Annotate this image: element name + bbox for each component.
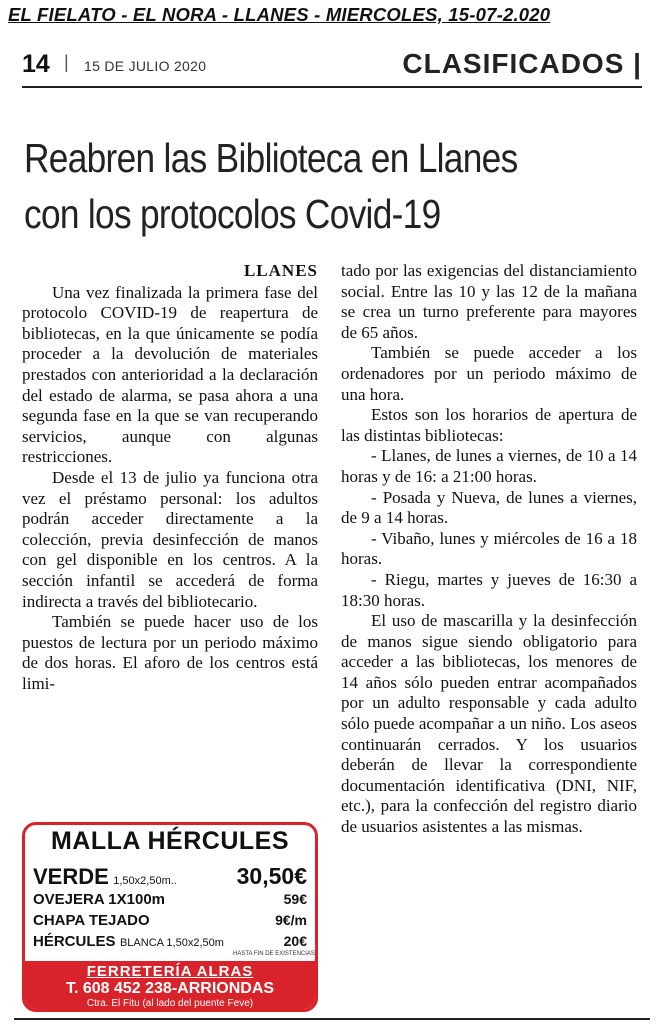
ad-item-price: 9€/m xyxy=(275,912,307,928)
store-name: FERRETERÍA ALRAS xyxy=(86,963,254,980)
ad-row-hercules xyxy=(33,933,307,951)
section-title: CLASIFICADOS | xyxy=(402,48,642,79)
page-header xyxy=(22,44,642,88)
ad-title: MALLA HÉRCULES xyxy=(50,827,289,855)
ad-item-name: OVEJERA 1X100m xyxy=(33,891,166,908)
paragraph: El uso de mascarilla y la desinfección de manos sigue siendo obligatorio para acceder a las bibliotecas, los menores de 14 años sólo pueden entrar acompañados por un adulto responsable y cada adulto sólo puede acompañar a un niño. Los aseos continuarán cerrados. Y los usuarios deberán de llevar la correspondiente documentación identificativa (DNI, NIF, etc.), para la confección del registro diario de usuarios asistentes a las mismas. xyxy=(341,611,637,837)
page-date: 15 DE JULIO 2020 xyxy=(84,58,207,74)
header-separator: | xyxy=(64,52,69,72)
ad-item-price: 20€ xyxy=(283,933,307,949)
schedule-item: - Riegu, martes y jueves de 16:30 a 18:30 horas. xyxy=(341,569,637,610)
article-location: LLANES xyxy=(243,261,318,280)
ad-item-size: 1,50x2,50m.. xyxy=(113,875,177,887)
headline-line-1: Reabren las Biblioteca en Llanes xyxy=(24,135,518,181)
ad-row-verde xyxy=(33,863,307,890)
article-column-1 xyxy=(22,261,318,694)
paragraph: Desde el 13 de julio ya funciona otra vez el préstamo personal: los adultos podrán acceder directamente a la colección, previa desinfección de manos con gel disponible en los centros. A la sección infantil se accederá de forma indirecta a través del bibliotecario. xyxy=(22,467,318,611)
schedule-item: - Llanes, de lunes a viernes, de 10 a 14 horas y de 16: a 21:00 horas. xyxy=(341,446,637,486)
paragraph: Una vez finalizada la primera fase del protocolo COVID-19 de reapertura de bibliotecas, en la que únicamente se podía proceder a la devolución de materiales prestados con anterioridad a la declaración del estado de alarma, se pasa ahora a una segunda fase en la que se van recuperando servicios, aunque con algunas restricciones. xyxy=(22,282,318,467)
ad-footer xyxy=(25,961,315,1012)
paragraph: También se puede acceder a los ordenadores por un periodo máximo de una hora. xyxy=(341,343,637,404)
headline-line-2: con los protocolos Covid-19 xyxy=(24,191,441,237)
store-address: Ctra. El Fitu (al lado del puente Feve) xyxy=(86,998,254,1009)
schedule-item: - Posada y Nueva, de lunes a viernes, de 9 a 14 horas. xyxy=(341,487,637,528)
ad-row-ovejera xyxy=(33,891,307,908)
ad-item-name: CHAPA TEJADO xyxy=(33,912,150,929)
ad-item-name: VERDE xyxy=(33,864,109,889)
store-phone: T. 608 452 238-ARRIONDAS xyxy=(65,980,275,997)
paragraph: También se puede hacer uso de los puestos de lectura por un periodo máximo de dos horas. El aforo de los centros está limi- xyxy=(22,612,318,693)
ad-row-chapa xyxy=(33,912,307,929)
schedule-item: - Vibaño, lunes y miércoles de 16 a 18 horas. xyxy=(341,528,637,569)
ad-item-name: HÉRCULES xyxy=(33,933,116,950)
paragraph: tado por las exigencias del distanciamiento social. Entre las 10 y las 12 de la mañana se crea un turno preferente para mayores de 65 años. xyxy=(341,261,637,342)
newspaper-banner: EL FIELATO - EL NORA - LLANES - MIERCOLES, 15-07-2.020 xyxy=(8,4,551,25)
article-column-2 xyxy=(341,261,637,838)
article-headline xyxy=(24,130,557,242)
paragraph: Estos son los horarios de apertura de las distintas bibliotecas: xyxy=(341,405,637,445)
hardware-store-advertisement xyxy=(22,822,318,1012)
page-number: 14 xyxy=(22,50,50,78)
page-bottom-rule xyxy=(14,1018,650,1020)
ad-item-price: 30,50€ xyxy=(236,863,307,889)
ad-item-price: 59€ xyxy=(283,891,307,907)
ad-stock-note: HASTA FIN DE EXISTENCIAS xyxy=(233,951,315,957)
ad-item-detail: BLANCA 1,50x2,50m xyxy=(119,937,224,949)
